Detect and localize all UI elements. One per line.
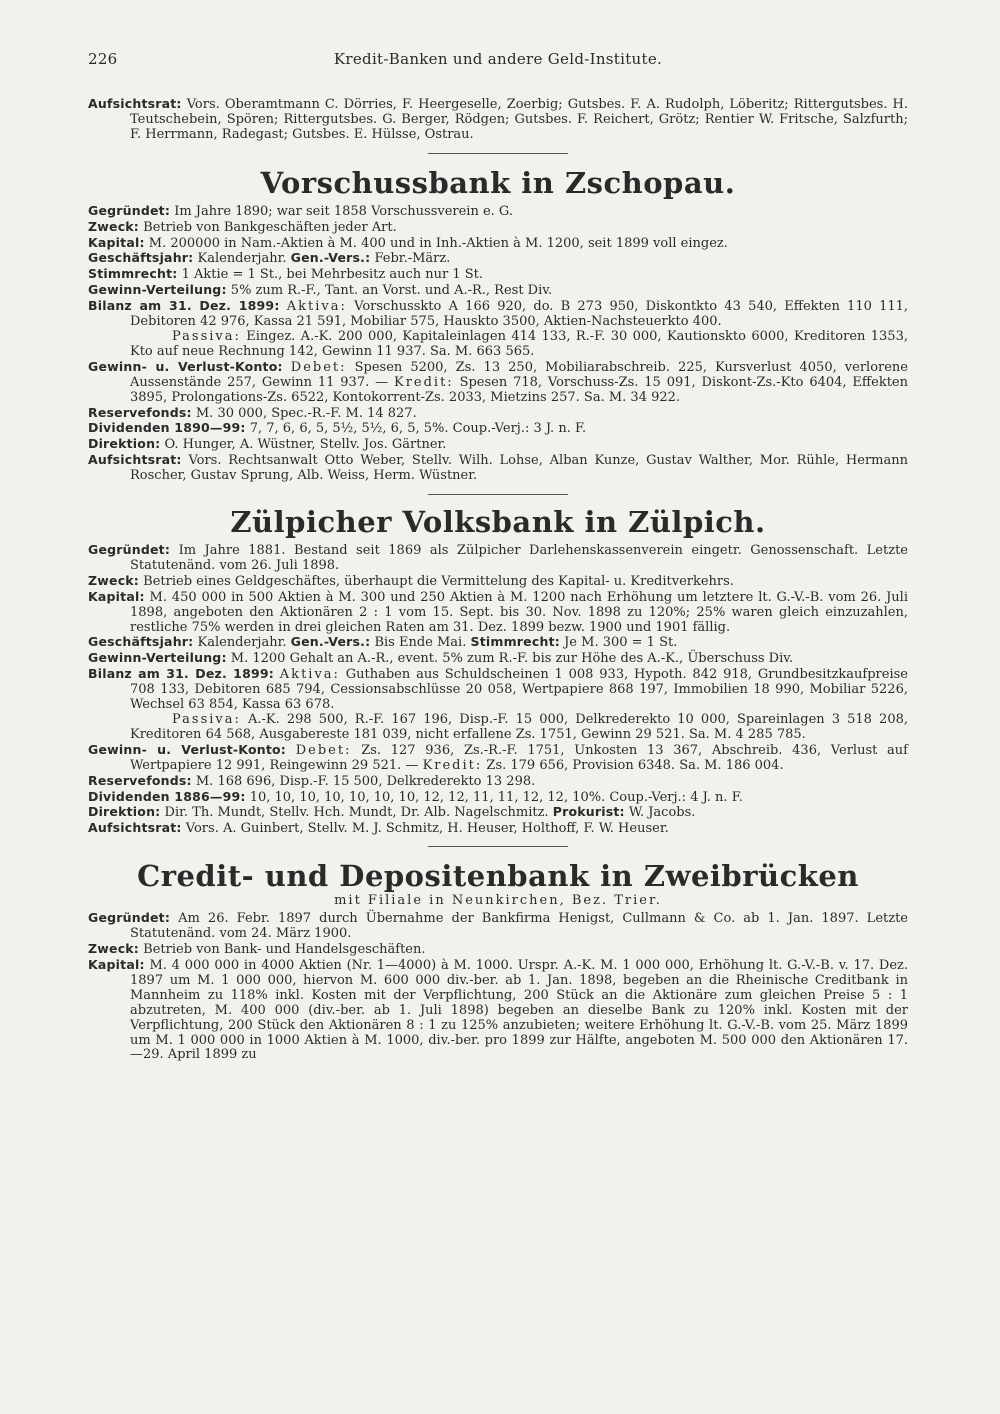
entry-dividenden: [88, 790, 908, 806]
entry-label: Geschäftsjahr:: [88, 250, 194, 266]
entry-text: Vors. Rechtsanwalt Otto Weber, Stellv. Wilh. Lohse, Alban Kunze, Gustav Walther, Mor. Rühle, Hermann Roscher, Gustav Sprung, Alb. Weiss, Herm. Wüstner.: [130, 453, 908, 484]
entry-dividenden: [88, 421, 908, 437]
entry-label: Gewinn- u. Verlust-Konto:: [88, 358, 283, 374]
entry-text: Am 26. Febr. 1897 durch Übernahme der Bankfirma Henigst, Cullmann & Co. ab 1. Jan. 1897. Letzte Statutenänd. vom 24. März 1900.: [130, 911, 909, 942]
entry-label: Gen.-Vers.:: [290, 634, 371, 650]
entry-kapital: [88, 590, 908, 636]
entry-label: Gegründet:: [88, 910, 171, 926]
entry-text: Im Jahre 1881. Bestand seit 1869 als Zülpicher Darlehenskassenverein eingetr. Genossenschaft. Letzte Statutenänd. vom 26. Juli 1898.: [130, 543, 908, 573]
entry-text: Dir. Th. Mundt, Stellv. Hch. Mundt, Dr. Alb. Nagelschmitz.: [164, 805, 549, 821]
entry-text: M. 168 696, Disp.-F. 15 500, Delkrederekto 13 298.: [195, 773, 536, 789]
entry-label: Gegründet:: [88, 542, 171, 558]
entry-text: Spesen 5200, Zs. 13 250, Mobiliarabschreib. 225, Kursverlust 4050, verlorene Aussenstände 257, Gewinn 11 937. —: [130, 359, 908, 390]
entry-text: Vorschusskto A 166 920, do. B 273 950, Diskontkto 43 540, Effekten 110 111, Debitoren 42 976, Kassa 21 591, Mobiliar 575, Hauskto 3500, Aktien-Nachsteuerkto 400.: [130, 299, 909, 330]
bank-title-zschopau: Vorschussbank in Zschopau.: [260, 165, 736, 200]
entry-label: Gewinn-Verteilung:: [88, 282, 227, 298]
entry-label: Zweck:: [88, 218, 140, 234]
entry-label: Stimmrecht:: [88, 266, 178, 282]
entry-text: Im Jahre 1890; war seit 1858 Vorschussverein e. G.: [174, 203, 513, 219]
entry-aufsichtsrat-previous: [88, 97, 908, 143]
entry-text: Betrieb von Bank- und Handelsgeschäften.: [143, 942, 426, 958]
entry-label: Gen.-Vers.:: [290, 250, 371, 266]
entry-label: Dividenden 1890—99:: [88, 420, 246, 436]
entry-label: Kapital:: [88, 956, 145, 972]
section-divider: [428, 153, 568, 154]
entry-label: Bilanz am 31. Dez. 1899:: [88, 666, 274, 682]
entry-gewinn-verlust: [88, 360, 908, 406]
entry-sublabel: Aktiva:: [279, 667, 340, 683]
entry-label: Kapital:: [88, 588, 145, 604]
entry-text: Betrieb von Bankgeschäften jeder Art.: [143, 219, 397, 235]
entry-text: Kalenderjahr.: [197, 635, 287, 651]
entry-sublabel: Debet:: [290, 359, 347, 375]
entry-sublabel: Kredit:: [393, 374, 454, 390]
entry-text: Vors. A. Guinbert, Stellv. M. J. Schmitz, H. Heuser, Holthoff, F. W. Heuser.: [185, 821, 669, 837]
entry-sublabel: Kredit:: [422, 757, 483, 773]
bank-title-zweibruecken: Credit- und Depositenbank in Zweibrücken: [137, 859, 859, 894]
entry-label: Geschäftsjahr:: [88, 634, 194, 650]
entry-zweck: [88, 220, 908, 236]
entry-text: Vors. Oberamtmann C. Dörries, F. Heergeselle, Zoerbig; Gutsbes. F. A. Rudolph, Löberitz; Rittergutsbes. H. Teutschebein, Spören; Rittergutsbes. G. Berger, Rödgen; Gutsbes. F. Reichert, Grötz; Rentier W. Fritsche, Salzfurth; F. Herrmann, Radegast; Gutsbes. E. Hülsse, Ostrau.: [130, 97, 908, 142]
entry-bilanz-aktiva: [88, 299, 908, 330]
entry-kapital: [88, 236, 908, 252]
entry-text: M. 30 000, Spec.-R.-F. M. 14 827.: [195, 405, 417, 421]
entry-bilanz-passiva: [88, 330, 908, 360]
entry-text: Zs. 179 656, Provision 6348. Sa. M. 186 004.: [486, 757, 784, 773]
entry-stimmrecht: [88, 267, 908, 283]
entry-label: Direktion:: [88, 436, 161, 452]
running-head: [88, 50, 908, 72]
entry-label: Direktion:: [88, 804, 161, 820]
entry-label: Aufsichtsrat:: [88, 820, 182, 836]
entry-text: 10, 10, 10, 10, 10, 10, 10, 12, 12, 11, 11, 12, 12, 10%. Coup.-Verj.: 4 J. n. F.: [249, 789, 743, 805]
bank-title-zuelpich: Zülpicher Volksbank in Zülpich.: [230, 505, 766, 540]
entry-label: Zweck:: [88, 941, 140, 957]
entry-text: Zs. 127 936, Zs.-R.-F. 1751, Unkosten 13 367, Abschreib. 436, Verlust auf Wertpapiere 12 991, Reingewinn 29 521. —: [130, 742, 908, 773]
entry-label: Kapital:: [88, 234, 145, 250]
entry-text: Febr.-März.: [374, 251, 451, 267]
entry-sublabel: Passiva:: [172, 328, 241, 344]
entry-direktion: [88, 805, 908, 821]
entry-zweck: [88, 574, 908, 590]
bank-subtitle: mit Filiale in Neunkirchen, Bez. Trier.: [334, 893, 662, 909]
entry-bilanz-aktiva: [88, 667, 908, 713]
entry-text: Guthaben aus Schuldscheinen 1 008 933, Hypoth. 842 918, Grundbesitzkaufpreise 708 133, Debitoren 685 794, Cessionsabschlüsse 20 058, Wertpapiere 868 197, Immobilien 18 990, Mobiliar 5226, Wechsel 63 854, Kassa 63 678.: [130, 667, 908, 713]
entry-label: Aufsichtsrat:: [88, 452, 182, 468]
entry-text: M. 450 000 in 500 Aktien à M. 300 und 250 Aktien à M. 1200 nach Erhöhung um letztere lt. G.-V.-B. vom 26. Juli 1898, angeboten den Aktionären 2 : 1 vom 15. Sept. bis 30. Nov. 1898 zu 120%; 25% waren gleich einzuzahlen, restliche 75% werden in drei gleichen Raten am 31. Dez. 1899 bezw. 1900 und 1901 fällig.: [130, 589, 909, 635]
entry-text: M. 1200 Gehalt an A.-R., event. 5% zum R.-F. bis zur Höhe des A.-K., Überschuss Div.: [230, 651, 794, 667]
entry-text: Je M. 300 = 1 St.: [564, 635, 678, 651]
entry-label: Reservefonds:: [88, 404, 192, 420]
entry-label: Stimmrecht:: [470, 634, 560, 650]
entry-aufsichtsrat: [88, 821, 908, 837]
entry-label: Zweck:: [88, 572, 140, 588]
entry-label: Gewinn-Verteilung:: [88, 650, 227, 666]
entry-label: Gewinn- u. Verlust-Konto:: [88, 741, 287, 757]
page-title: Kredit-Banken und andere Geld-Institute.: [333, 50, 663, 68]
section-divider: [428, 494, 568, 495]
entry-aufsichtsrat: [88, 453, 908, 484]
entry-text: A.-K. 298 500, R.-F. 167 196, Disp.-F. 15 000, Delkrederekto 10 000, Spareinlagen 3 518 208, Kreditoren 64 568, Ausgabereste 181 039, nicht erfallene Zs. 1751, Gewinn 29 521. Sa. M. 4 285 785.: [130, 712, 908, 742]
entry-reservefonds: [88, 774, 908, 790]
entry-reservefonds: [88, 406, 908, 422]
section-divider: [428, 846, 568, 847]
entry-direktion: [88, 437, 908, 453]
entry-text: M. 4 000 000 in 4000 Aktien (Nr. 1—4000) à M. 1000. Urspr. A.-K. M. 1 000 000, Erhöhung lt. G.-V.-B. v. 17. Dez. 1897 um M. 1 000 000, hiervon M. 600 000 div.-ber. ab 1. Jan. 1898, begeben an die Rheinische Creditbank in Mannheim zu 118% inkl. Kosten mit der Verpflichtung, 200 Stück an die Aktionäre zum gleichen Preise 5 : 1 abzutreten, M. 400 000 (div.-ber. ab 1. Juli 1898) begeben an dieselbe Bank zu 120% inkl. Kosten mit der Verpflichtung, 200 Stück den Aktionären 8 : 1 zu 125% anzubieten; weitere Erhöhung lt. G.-V.-B. vom 25. März 1899 um M. 1 000 000 in 1000 Aktien à M. 1000, div.-ber. pro 1899 zur Hälfte, angeboten M. 500 000 den Aktionären 17.—29. April 1899 zu: [130, 957, 908, 1063]
entry-text: Bis Ende Mai.: [374, 635, 467, 651]
entry-label: Prokurist:: [552, 804, 625, 820]
entry-bilanz-passiva: [88, 713, 908, 743]
entry-gegruendet: [88, 204, 908, 220]
entry-gegruendet: [88, 911, 908, 942]
entry-label: Bilanz am 31. Dez. 1899:: [88, 298, 280, 314]
page-number: 226: [88, 50, 118, 68]
entry-gegruendet: [88, 543, 908, 574]
entry-gewinn-verteilung: [88, 283, 908, 299]
entry-gewinn-verteilung: [88, 651, 908, 667]
entry-text: Eingez. A.-K. 200 000, Kapitaleinlagen 414 133, R.-F. 30 000, Kautionskto 6000, Kreditoren 1353, Kto auf neue Rechnung 142, Gewinn 11 937. Sa. M. 663 565.: [130, 328, 908, 359]
entry-sublabel: Passiva:: [172, 712, 241, 727]
entry-text: 1 Aktie = 1 St., bei Mehrbesitz auch nur 1 St.: [181, 267, 484, 283]
entry-label: Dividenden 1886—99:: [88, 788, 246, 804]
entry-text: 5% zum R.-F., Tant. an Vorst. und A.-R., Rest Div.: [230, 283, 553, 299]
entry-zweck: [88, 942, 908, 958]
entry-text: W. Jacobs.: [628, 805, 696, 821]
entry-text: 7, 7, 6, 6, 5, 5½, 5½, 6, 5, 5%. Coup.-Verj.: 3 J. n. F.: [249, 421, 587, 437]
entry-text: Kalenderjahr.: [197, 251, 287, 267]
entry-label: Gegründet:: [88, 202, 171, 218]
entry-label: Aufsichtsrat:: [88, 96, 182, 111]
entry-label: Reservefonds:: [88, 772, 192, 788]
entry-text: Spesen 718, Vorschuss-Zs. 15 091, Diskont-Zs.-Kto 6404, Effekten 3895, Prolongations-Zs. 6522, Kontokorrent-Zs. 2033, Mietzins 257. Sa. M. 34 922.: [130, 374, 908, 405]
page-content: [88, 97, 908, 1063]
entry-sublabel: Aktiva:: [286, 299, 347, 315]
entry-geschaeftsjahr: [88, 251, 908, 267]
entry-gewinn-verlust: [88, 743, 908, 774]
entry-text: M. 200000 in Nam.-Aktien à M. 400 und in Inh.-Aktien à M. 1200, seit 1899 voll eingez.: [148, 235, 728, 251]
entry-kapital: [88, 958, 908, 1063]
entry-text: O. Hunger, A. Wüstner, Stellv. Jos. Gärtner.: [164, 437, 447, 453]
entry-geschaeftsjahr: [88, 635, 908, 651]
entry-sublabel: Debet:: [295, 742, 352, 758]
entry-text: Betrieb eines Geldgeschäftes, überhaupt die Vermittelung des Kapital- u. Kreditverkehrs.: [143, 573, 734, 589]
